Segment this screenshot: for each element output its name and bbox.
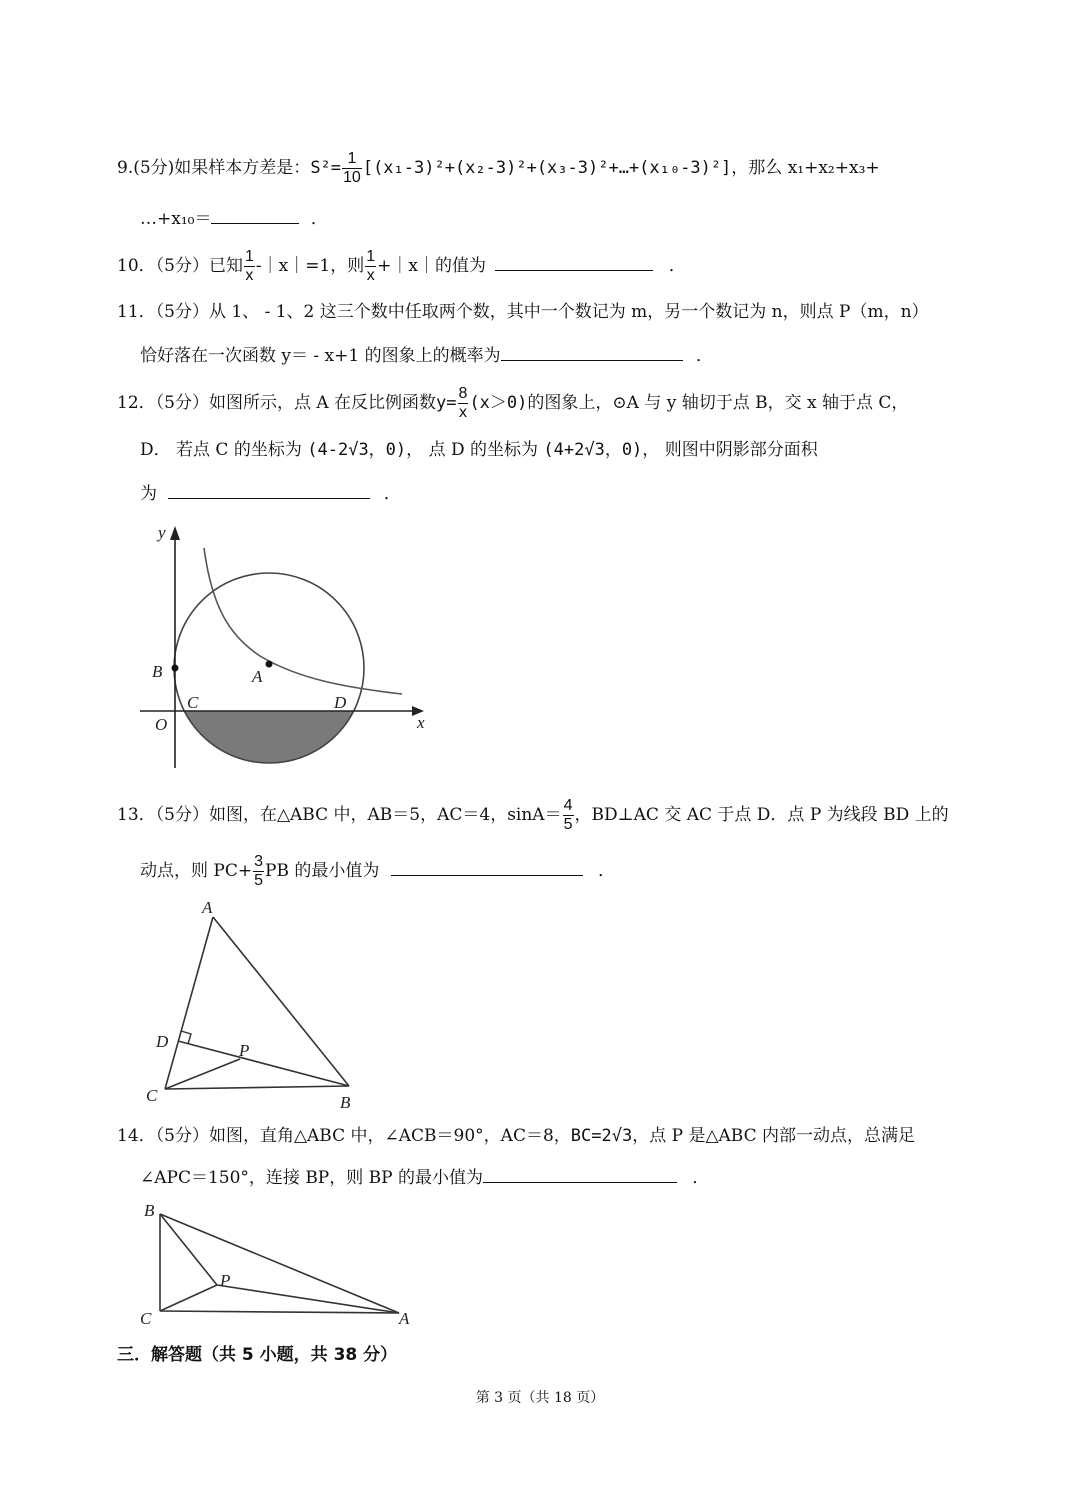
q10-end: ．: [668, 256, 686, 276]
q14-label-b: B: [144, 1201, 155, 1220]
q14-segment-pa: [217, 1285, 399, 1313]
q10-answer-blank[interactable]: [495, 252, 653, 271]
q10-frac1-num: 1: [244, 248, 254, 265]
q12-end: ．: [383, 484, 401, 504]
q12-line1: [117, 385, 980, 422]
q13-line2-a: 动点，则 PC+: [140, 861, 253, 881]
q13-end: ．: [598, 861, 616, 881]
q12-line3-text: 为: [140, 484, 157, 504]
q12-label-y: y: [158, 523, 166, 542]
q10-part1: -｜x｜=1，则: [255, 256, 365, 276]
q12-line3: [140, 480, 980, 506]
q10-frac1-den: x: [245, 267, 254, 284]
q9-prefix: 9.(5分)如果样本方差是：: [117, 158, 311, 178]
q10-frac2-num: 1: [366, 248, 376, 265]
q11-line2-text: 恰好落在一次函数 y＝ - x+1 的图象上的概率为: [140, 346, 501, 366]
q14-line2-text: ∠APC＝150°，连接 BP，则 BP 的最小值为: [140, 1168, 483, 1188]
q13-answer-blank[interactable]: [391, 857, 583, 876]
q12-coord-c: (4-2√3，0)，: [307, 440, 424, 460]
q14-label-a: A: [399, 1309, 410, 1328]
q9-s2: S²=: [310, 158, 342, 178]
q14-label-p: P: [220, 1271, 231, 1290]
q13-part2: ，BD⊥AC 交 AC 于点 D．点 P 为线段 BD 上的: [574, 805, 949, 825]
q12-part2: 的图象上，⊙A 与 y 轴切于点 B，交 x 轴于点 C，: [527, 393, 909, 413]
q13-frac2-den: 5: [254, 872, 263, 889]
q12-frac-num: 8: [458, 385, 468, 402]
q12-coord-d: (4+2√3，0)，: [543, 440, 660, 460]
q13-segment-bd: [178, 1041, 349, 1086]
q12-label-o: O: [155, 715, 168, 734]
q10-frac2-den: x: [366, 267, 375, 284]
q12-fraction: [458, 385, 469, 422]
q12-label-a: A: [252, 667, 263, 686]
q9-line2-text: …+x₁₀＝: [140, 209, 212, 229]
q11-line1: 11．（5分）从 1、 - 1、2 这三个数中任取两个数，其中一个数记为 m，另一个数记为 n，则点 P（m，n）: [117, 302, 929, 322]
q13-label-a: A: [202, 898, 213, 917]
q10-part2: +｜x｜的值为: [377, 256, 487, 276]
q12-y-eq: y=: [436, 393, 457, 413]
q13-segment-cp: [165, 1059, 240, 1089]
q12-line2: [140, 438, 980, 462]
q13-line1: [117, 797, 980, 834]
figure-q13: [140, 895, 360, 1115]
q14-line1: [117, 1124, 980, 1148]
q14-side-ba: [160, 1214, 399, 1313]
q13-label-c: C: [146, 1086, 158, 1105]
q9-frac-den: 10: [343, 169, 361, 186]
q9-tail: ，那么 x₁+x₂+x₃+: [731, 158, 880, 178]
q13-fraction-2: [253, 853, 264, 890]
q12-line2-a: D． 若点 C 的坐标为: [140, 440, 302, 460]
q12-point-b: [172, 665, 179, 672]
q13-fraction: [563, 797, 574, 834]
q12-frac-den: x: [458, 404, 467, 421]
q13-frac-den: 5: [563, 816, 573, 833]
q13-part1: 13．（5分）如图，在△ABC 中，AB＝5，AC＝4，sinA＝: [117, 805, 562, 825]
q12-label-x: x: [417, 713, 425, 732]
q10-fraction-2: [365, 248, 376, 285]
q14-end: ．: [692, 1168, 710, 1188]
q12-label-b: B: [152, 662, 163, 681]
q12-line2-c: 则图中阴影部分面积: [664, 440, 818, 460]
q13-label-d: D: [156, 1032, 169, 1051]
q9-answer-blank[interactable]: [211, 205, 299, 224]
q12-hyperbola: [204, 548, 402, 694]
q14-part2: 点 P 是△ABC 内部一动点，总满足: [649, 1126, 916, 1146]
q13-frac2-num: 3: [254, 853, 263, 870]
q12-label-c: C: [187, 693, 199, 712]
q13-line2-b: PB 的最小值为: [265, 861, 380, 881]
q13-side-ab: [213, 917, 349, 1086]
q10-prefix: 10．（5分）已知: [117, 256, 243, 276]
q9-line2: [140, 205, 980, 231]
q14-line2: [140, 1164, 980, 1190]
q14-bc: BC=2√3，: [570, 1126, 650, 1146]
q9-end: ．: [310, 209, 328, 229]
q12-y-arrow: [170, 526, 180, 540]
q14-segment-pc: [160, 1285, 217, 1311]
figure-q12: [140, 518, 440, 778]
q12-point-a: [266, 661, 273, 668]
q10-line: [117, 248, 980, 285]
q12-part1: 12．（5分）如图所示，点 A 在反比例函数: [117, 393, 437, 413]
q9-line1: [117, 150, 980, 187]
q13-side-ac: [165, 917, 213, 1089]
q12-line2-b: 点 D 的坐标为: [428, 440, 538, 460]
q9-frac-num: 1: [342, 150, 362, 169]
page-footer: 第 3 页（共 18 页）: [475, 1390, 605, 1406]
q13-side-cb: [165, 1086, 349, 1089]
q13-label-p: P: [239, 1041, 250, 1060]
q14-part1: 14．（5分）如图，直角△ABC 中，∠ACB＝90°，AC＝8，: [117, 1126, 571, 1146]
q13-frac-num: 4: [563, 797, 573, 814]
q11-line2: [140, 342, 980, 368]
q9-formula: [(x₁-3)²+(x₂-3)²+(x₃-3)²+…+(x₁₀-3)²]: [362, 158, 732, 178]
figure-q14: [136, 1196, 426, 1331]
q14-segment-bp: [160, 1214, 217, 1285]
q12-domain: (x＞0): [469, 393, 528, 413]
q11-end: ．: [696, 346, 714, 366]
q12-label-d: D: [334, 693, 347, 712]
q14-label-c: C: [140, 1309, 152, 1328]
q12-shaded-segment: [174, 573, 364, 763]
q10-fraction-1: [244, 248, 255, 285]
q12-answer-blank[interactable]: [168, 480, 370, 499]
q9-fraction: [342, 150, 362, 187]
q14-answer-blank[interactable]: [483, 1164, 677, 1183]
q13-label-b: B: [340, 1093, 351, 1112]
q13-line2: [140, 853, 980, 890]
q14-side-ca: [160, 1311, 399, 1313]
section-3-heading: 三．解答题（共 5 小题，共 38 分）: [117, 1345, 398, 1365]
q11-answer-blank[interactable]: [501, 342, 683, 361]
